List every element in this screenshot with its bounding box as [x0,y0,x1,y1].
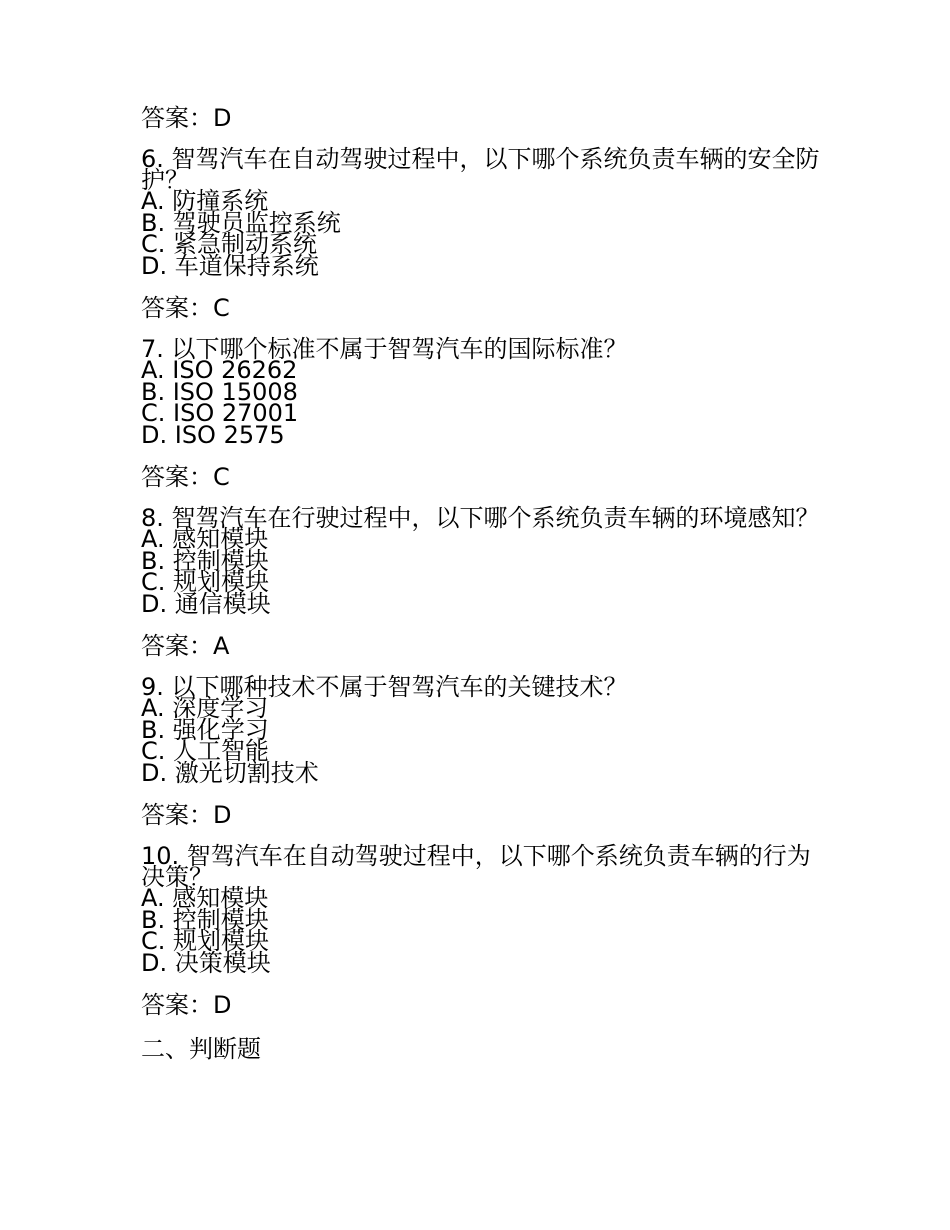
option-c: C. ISO 27001 [141,399,299,427]
option-c: C. 规划模块 [141,568,270,596]
option-b: B. ISO 15008 [141,377,298,406]
option-d: D. 决策模块 [141,948,271,977]
answer-5: 答案：D [141,104,232,132]
question-title: 10. 智驾汽车在自动驾驶过程中，以下哪个系统负责车辆的行为决策？ [141,842,811,891]
question-6 [141,145,821,280]
option-c: C. 规划模块 [141,927,270,955]
option-b: B. 控制模块 [141,905,269,934]
answer-8: 答案：A [141,632,230,660]
question-title: 8. 智驾汽车在行驶过程中，以下哪个系统负责车辆的环境感知？ [141,504,820,532]
option-a: A. 防撞系统 [141,187,269,215]
question-8 [141,504,821,618]
question-10 [141,842,821,977]
section-heading: 二、判断题 [141,1035,261,1063]
question-title: 7. 以下哪个标准不属于智驾汽车的国际标准？ [141,335,628,363]
option-a: A. 感知模块 [141,525,269,553]
option-a: A. 感知模块 [141,884,269,912]
answer-6: 答案：C [141,294,230,322]
option-d: D. 车道保持系统 [141,251,319,280]
option-d: D. 通信模块 [141,589,271,618]
answer-7: 答案：C [141,463,230,491]
question-title: 6. 智驾汽车在自动驾驶过程中，以下哪个系统负责车辆的安全防护？ [141,145,820,194]
answer-9: 答案：D [141,801,232,829]
option-b: B. 驾驶员监控系统 [141,208,341,237]
question-title: 9. 以下哪种技术不属于智驾汽车的关键技术？ [141,673,628,701]
option-b: B. 控制模块 [141,546,269,575]
option-b: B. 强化学习 [141,715,269,744]
option-d: D. ISO 2575 [141,420,285,449]
option-a: A. ISO 26262 [141,356,298,384]
option-c: C. 人工智能 [141,737,270,765]
option-d: D. 激光切割技术 [141,758,319,787]
option-c: C. 紧急制动系统 [141,230,318,258]
document-page [141,103,821,1088]
answer-10: 答案：D [141,991,232,1019]
option-a: A. 深度学习 [141,694,269,722]
question-7 [141,335,821,449]
question-9 [141,673,821,787]
